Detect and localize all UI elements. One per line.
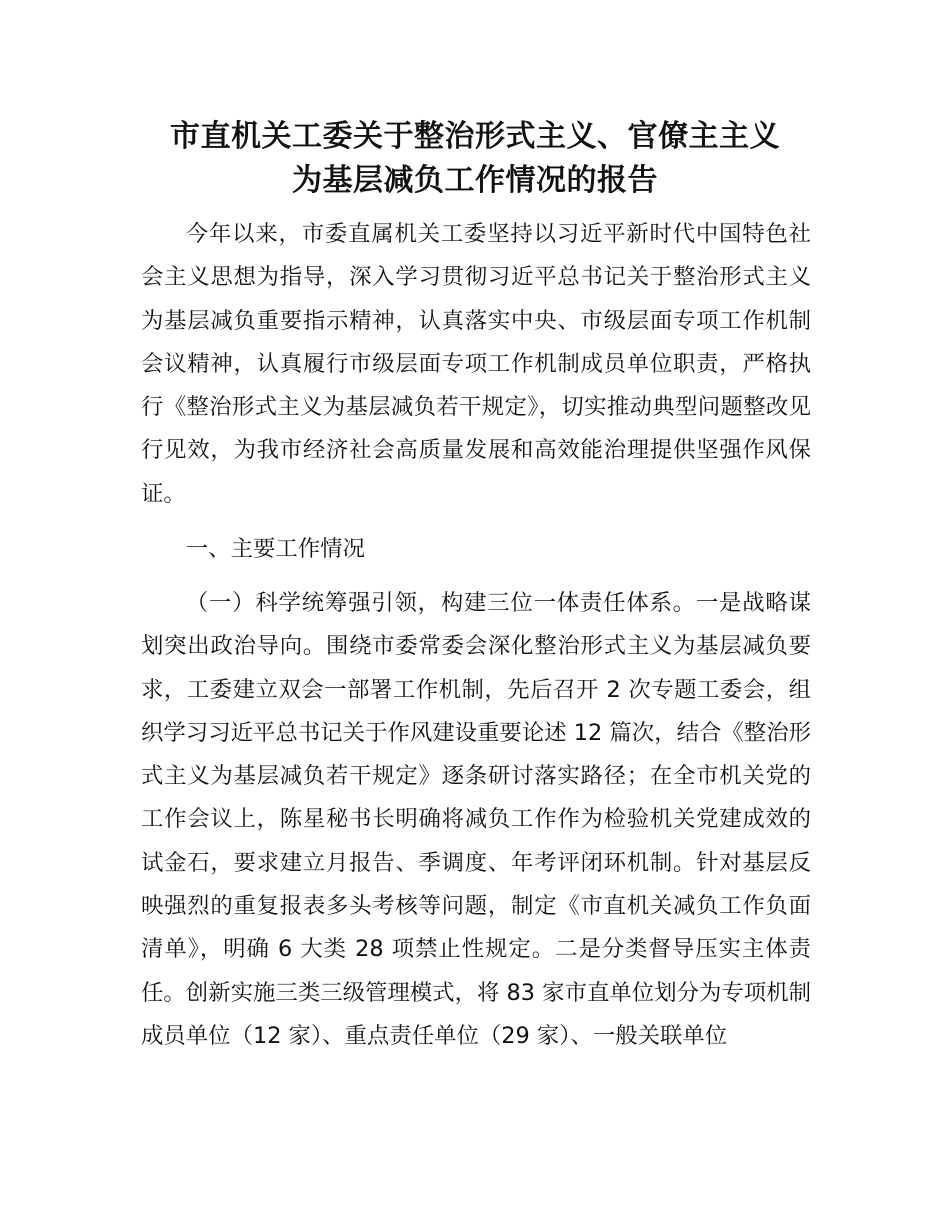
document-title-line-2: 为基层减负工作情况的报告 bbox=[292, 163, 658, 198]
section-paragraph: （一）科学统筹强引领，构建三位一体责任体系。一是战略谋划突出政治导向。围绕市委常委会深化整治形式主义为基层减负要求，工委建立双会一部署工作机制，先后召开 2 次专题工委会，组织学习习近平总书记关于作风建设重要论述 12 篇次，结合《整治形式主义为基层减负若干规定》逐条研讨落实路径；在全市机关党的工作会议上，陈星秘书长明确将减负工作作为检验机关党建成效的试金石，要求建立月报告、季调度、年考评闭环机制。针对基层反映强烈的重复报表多头考核等问题，制定《市直机关减负工作负面清单》，明确 6 大类 28 项禁止性规定。二是分类督导压实主体责任。创新实施三类三级管理模式，将 83 家市直单位划分为专项机制成员单位（12 家）、重点责任单位（29 家）、一般关联单位 bbox=[141, 590, 811, 1049]
intro-paragraph: 今年以来，市委直属机关工委坚持以习近平新时代中国特色社会主义思想为指导，深入学习贯彻习近平总书记关于整治形式主义为基层减负重要指示精神，认真落实中央、市级层面专项工作机制会议精神，认真履行市级层面专项工作机制成员单位职责，严格执行《整治形式主义为基层减负若干规定》，切实推动典型问题整改见行见效，为我市经济社会高质量发展和高效能治理提供坚强作风保证。 bbox=[141, 221, 811, 507]
document-title-line-1: 市直机关工委关于整治形式主义、官僚主主义 bbox=[170, 119, 780, 154]
section-heading: 一、主要工作情况 bbox=[185, 536, 365, 562]
